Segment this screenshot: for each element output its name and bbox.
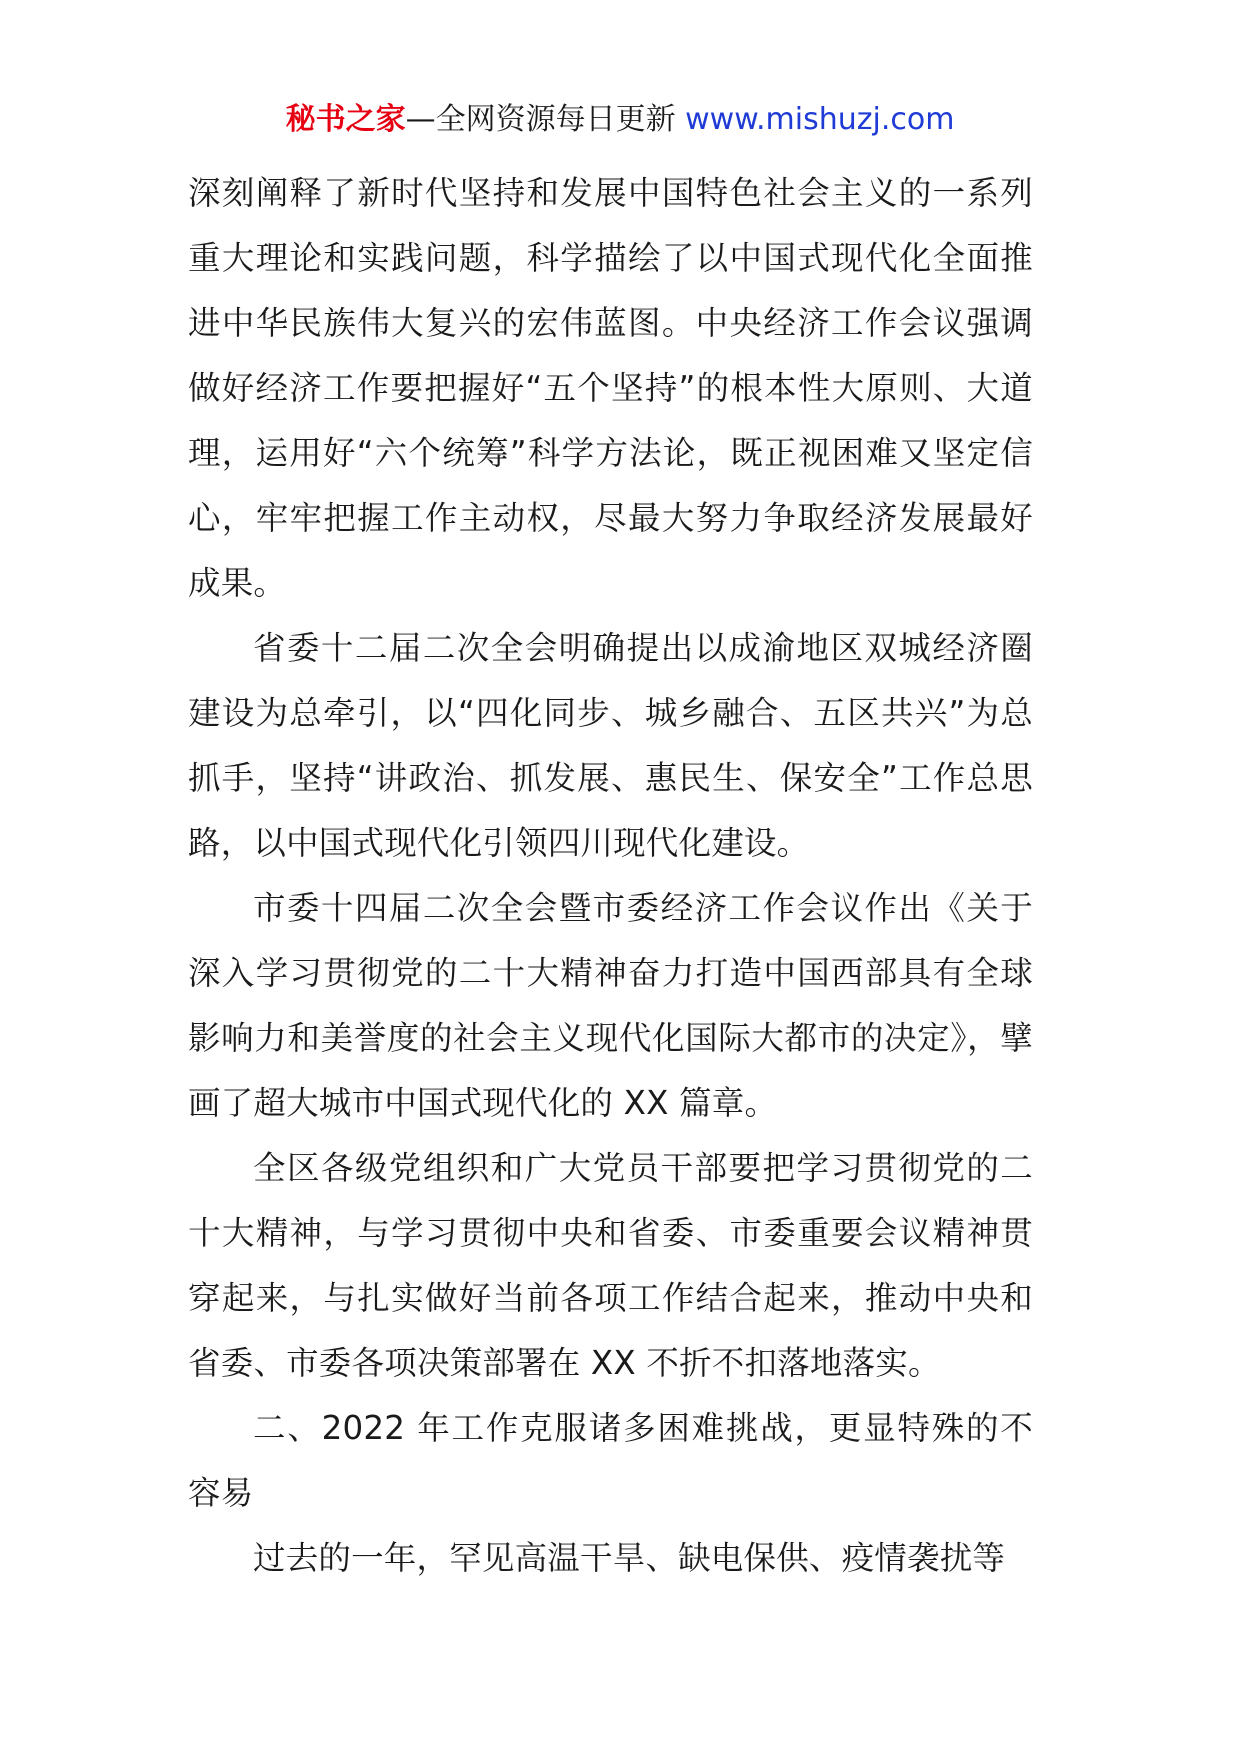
paragraph-3: 市委十四届二次全会暨市委经济工作会议作出《关于深入学习贯彻党的二十大精神奋力打造中国西部具有全球影响力和美誉度的社会主义现代化国际大都市的决定》，擘画了超大城市中国式现代化的 XX 篇章。: [188, 889, 1033, 1122]
paragraph-5: 过去的一年，罕见高温干旱、缺电保供、疫情袭扰等: [253, 1539, 1006, 1577]
section-heading: 二、2022 年工作克服诸多困难挑战，更显特殊的不容易: [188, 1409, 1033, 1512]
paragraph-1: 深刻阐释了新时代坚持和发展中国特色社会主义的一系列重大理论和实践问题，科学描绘了以中国式现代化全面推进中华民族伟大复兴的宏伟蓝图。中央经济工作会议强调做好经济工作要把握好“五个坚持”的根本性大原则、大道理，运用好“六个统筹”科学方法论，既正视困难又坚定信心，牢牢把握工作主动权，尽最大努力争取经济发展最好成果。: [188, 174, 1033, 602]
header-brand: 秘书之家: [285, 102, 406, 137]
paragraph-2: 省委十二届二次全会明确提出以成渝地区双城经济圈建设为总牵引，以“四化同步、城乡融合、五区共兴”为总抓手，坚持“讲政治、抓发展、惠民生、保安全”工作总思路，以中国式现代化引领四川现代化建设。: [188, 629, 1033, 862]
document-body: [188, 161, 1033, 1591]
header-tagline: —全网资源每日更新: [405, 102, 676, 137]
page-header: [0, 100, 1240, 140]
paragraph-4: 全区各级党组织和广大党员干部要把学习贯彻党的二十大精神，与学习贯彻中央和省委、市委重要会议精神贯穿起来，与扎实做好当前各项工作结合起来，推动中央和省委、市委各项决策部署在 XX 不折不扣落地落实。: [188, 1149, 1033, 1382]
header-site-link[interactable]: www.mishuzj.com: [685, 102, 955, 137]
